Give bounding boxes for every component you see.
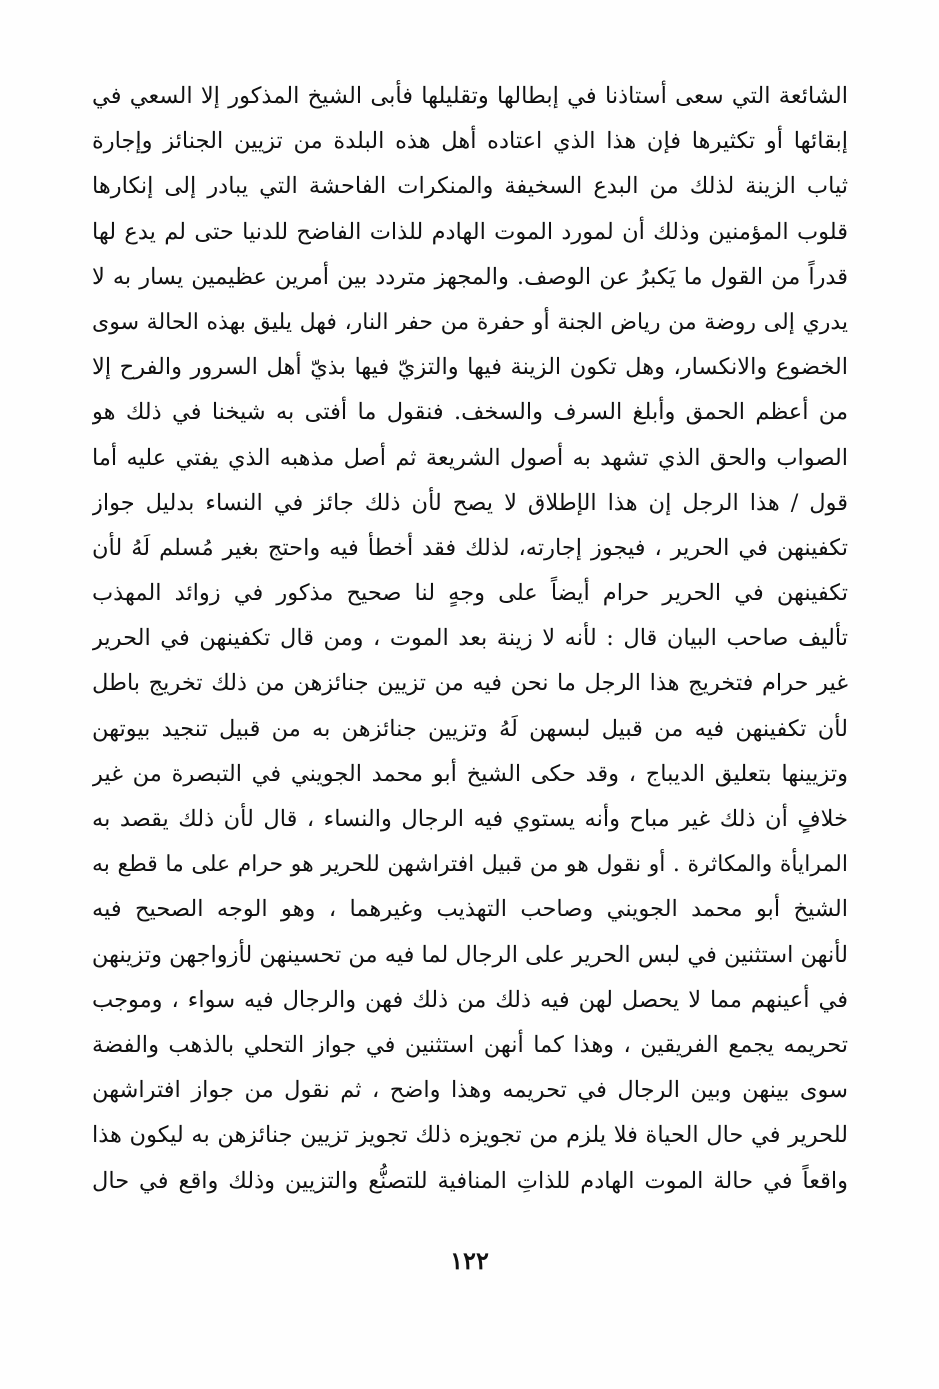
text-line: من أعظم الحمق وأبلغ السرف والسخف. فنقول ما أفتى به شيخنا في ذلك هو — [92, 399, 848, 426]
text-line: لأنهن استثنين في لبس الحرير على الرجال لما فيه من تحسينهن لأزواجهن وتزينهن — [92, 941, 848, 968]
text-line: الشائعة التي سعى أستاذنا في إبطالها وتقليلها فأبى الشيخ المذكور إلا السعي في — [92, 83, 848, 109]
text-line: تكفينهن في الحرير حرام أيضاً على وجهٍ لنا صحيح مذكور في زوائد المهذب — [92, 580, 848, 607]
text-line: الشيخ أبو محمد الجويني وصاحب التهذيب وغيرهما ، وهو الوجه الصحيح فيه — [92, 896, 848, 923]
text-line: للحرير في حال الحياة فلا يلزم من تجويزه ذلك تجويز تزيين جنائزهن به ليكون هذا — [92, 1122, 848, 1149]
text-line: قدراً من القول ما يَكبرُ عن الوصف. والمجهز متردد بين أمرين عظيمين يسار به لا — [92, 263, 848, 290]
text-line: إبقائها أو تكثيرها فإن هذا الذي اعتاده أهل هذه البلدة من تزيين الجنائز وإجارة — [92, 128, 848, 155]
text-line: المرايأة والمكاثرة . أو نقول هو من قبيل افتراشهن للحرير هو حرام على ما قطع به — [92, 852, 848, 878]
text-line: سوى بينهن وبين الرجال في تحريمه وهذا واضح ، ثم نقول من جواز افتراشهن — [92, 1077, 848, 1104]
text-line: الصواب والحق الذي تشهد به أصول الشريعة ثم أصل مذهبه الذي يفتي عليه أما — [92, 444, 848, 471]
text-line: ثياب الزينة لذلك من البدع السخيفة والمنكرات الفاحشة التي يبادر إلى إنكارها — [92, 173, 848, 200]
text-line: غير حرام فتخريج هذا الرجل ما نحن فيه من تزيين جنائزهن من ذلك تخريج باطل — [92, 670, 848, 697]
text-line: تحريمه يجمع الفريقين ، وهذا كما أنهن استثنين في جواز التحلي بالذهب والفضة — [92, 1031, 848, 1058]
text-line: واقعاً في حالة الموت الهادم للذاتِ المنافية للتصنُّع والتزيين وذلك واقع في حال — [92, 1167, 848, 1194]
body-text — [92, 74, 848, 1204]
text-line: لأن تكفينهن فيه من قبيل لبسهن لَهُ وتزيين جنائزهن به من قبيل تنجيد بيوتهن — [92, 715, 848, 742]
text-line: خلافٍ أن ذلك غير مباح وأنه يستوي فيه الرجال والنساء ، قال لأن ذلك يقصد به — [92, 806, 848, 832]
text-line: في أعينهم مما لا يحصل لهن فيه ذلك من ذلك فهن والرجال فيه سواء ، وموجب — [92, 986, 848, 1013]
text-line: وتزيينها بتعليق الديباج ، وقد حكى الشيخ أبو محمد الجويني في التبصرة من غير — [92, 760, 848, 787]
page-number: ١٢٢ — [450, 1246, 489, 1275]
text-line: تأليف صاحب البيان قال : لأنه لا زينة بعد الموت ، ومن قال تكفينهن في الحرير — [92, 625, 848, 652]
text-line: قول / هذا الرجل إن هذا الإطلاق لا يصح لأن ذلك جائز في النساء بدليل جواز — [92, 489, 848, 516]
text-line: يدري إلى روضة من رياض الجنة أو حفرة من حفر النار، فهل يليق بهذه الحالة سوى — [92, 309, 848, 335]
text-line: الخضوع والانكسار، وهل تكون الزينة فيها والتزيّ فيها بذيّ أهل السرور والفرح إلا — [92, 354, 848, 381]
text-line: تكفينهن في الحرير ، فيجوز إجارته، لذلك فقد أخطأ فيه واحتج بغير مُسلم لَهُ لأن — [92, 534, 848, 561]
text-line: قلوب المؤمنين وذلك أن لمورد الموت الهادم للذات الفاضح للدنيا حتى لم يدع لها — [92, 218, 848, 245]
